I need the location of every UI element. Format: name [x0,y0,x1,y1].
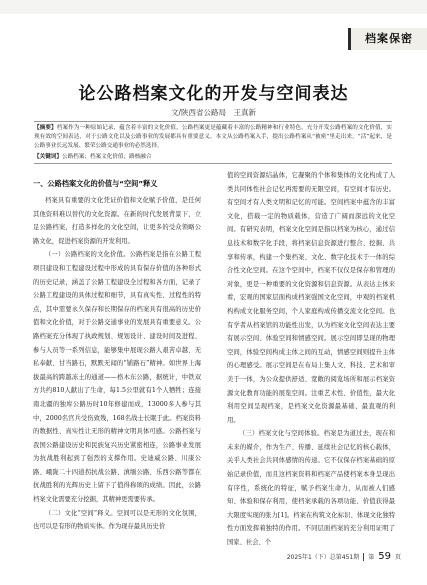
abstract [34,124,392,152]
abstract-label: 【摘要】 [34,125,57,131]
paragraph: （一）公路档案的文化价值。公路档案是指在公路工程项目建设和工程建设过程中形成的具有保存价值的各种形式的历史记录，涵盖了公路工程建设全过程和各方面，记录了公路工程建设的具体过程和细节，具有真实性、过程性的特点，其中需要永久保存和长期保存的档案具有很高的历史价值和文化价值，对于公路交通事业的发展具有重要意义。公路档案充分体现了执政规划、规划设计、建设时间及进程、参与人员等一系列信息，能够集中展现公路人艰苦卓越、无私奉献、甘当路石，默默无闻的“铺路石”精神。如世界上海拔最高的跨越冻土的通道——格木东公路，据统计，中铁双方共约810人献出了生命，每1.5公里就有1个人牺牲；连接南北疆的独库公路历时10年修建而成，13000多人参与其中，2000名官兵受伤致残，168名战士长眠于此。档案资料的数据性、真实性让无形的精神文明具体可感。公路档案与我国公路建设历史和民族复兴历史紧密相连，公路事业发展为抗战胜利起到了强烈的支撑作用。史迪威公路、川康公路、峨陇二十四道拐抗战公路、滇缅公路、乐西公路等都在抗战胜利的光辉历史上留下了值得称颂的成绩。因此，公路档案文化需要充分挖掘，其精神更需要传承。 [33,251,201,504]
column-tag: 档案保密 [348,28,427,50]
keywords [34,153,392,162]
top-rule [0,0,427,14]
page-number: 59 [378,551,391,562]
paragraph: （三）档案文化与空间体验。档案是为道过去，现在和未来的媒介，作为生产、传播、延续社会记忆的核心载体，关乎人类社会共同体感情的传递。它不仅保存档案基础的原始记录价值，而且这档案资料和档案产品使档案本身呈现出有序性，系统化的特征，赋予档案生命力，从而被人们感知、体验和保存利用，使档案承载的各项功能、价值获得最大限度实现的张力[1]。档案在构筑文化标识、体现文化独特性方面发挥着独特的作用。不同层面档案的充分利用证明了国家、社会、个 [227,430,395,547]
paragraph: 档案具有重要的文化凭证价值和文化赋予价值，是任何其他资料难以替代的文化资源。在新的时代发展背景下，立足公路档案，打造多样化的文化空间，让更多的受众领略公路文化，促进档案资源的开发利用。 [33,197,201,245]
abstract-text: 档案作为一种原始记录，蕴含着丰富的文化价值，公路档案更是蕴藏着丰富的公路精神和行业特色，充分开发公路档案的文化价值，实现有效的空间表达，对于公路文化以及公路事业的发展都具有重要意义。本文从公路档案入手，提出公路档案从“被密”里走出来，“活”起来，是公路事业长远发展、繁荣公路交通事业的必然选择。 [34,125,392,150]
keywords-text: 公路档案；档案文化价值；路核融合 [61,153,152,160]
abstract-box [34,121,392,164]
article-author: 文/陕西省公路局 王真新 [170,108,257,117]
page-suffix: 页 [394,554,401,561]
paragraph: 值的空间资源结晶体，它凝聚的个体和集体的文化构成了人类共同体性社会记忆再需要的无限空间，有空间才有历史。有空间才有人类文明和记忆的可能。空间档案中蕴含的丰富文化，搭载一定的物质载体，营造了广阔而深远的文化空间。有研究表明，档案文化空间是指以档案为核心，通过信息技术和数字化手段，将档案信息资源进行整合、挖掘、共享和传承，构建一个集档案、文化、数字化技术于一体的综合性文化空间。在这个空间中，档案不仅仅是保存和管理的对象，更是一种重要的文化资源和信息资源。从表达主体来看，宏观的国家层面构成档案强国文化空间，中观的档案机构构成文化服务空间，个人家庭构成传播交流文化空间。也有学者从档案馆的功能性出发，认为档案文化空间表达主要有展示空间、体验空间和情感空间。展示空间即呈现的物理空间，体验空间构成主体之间的互动，情感空间则提升主体的心理感受。展示空间是在布局上集人文、科技、艺术和审美于一体，为公众提供舒适、宽敞的阅览场所和展示档案资源文化教育功能的展览空间。注重艺术性、价值性，最大化利用空间呈现档案，是档案文化资源最基础、最直观的利用。 [227,172,395,424]
article-title: 论公路档案文化的开发与空间表达 [78,84,349,104]
section-heading: 一、公路档案文化的价值与“空间”释义 [33,179,158,188]
paragraph: （二）文化“空间”释义。空间可以是无形的文化氛围，也可以是有形的物质实体。作为现存最具历史价 [33,509,201,531]
keywords-label: 【关键词】 [34,153,62,160]
page-prefix: 第 [368,554,375,561]
right-column [227,169,395,550]
left-column [33,178,201,534]
issue-info: 2025年1（下）总第451期 [286,554,360,561]
footer-divider [363,553,364,561]
page-footer [287,551,401,562]
